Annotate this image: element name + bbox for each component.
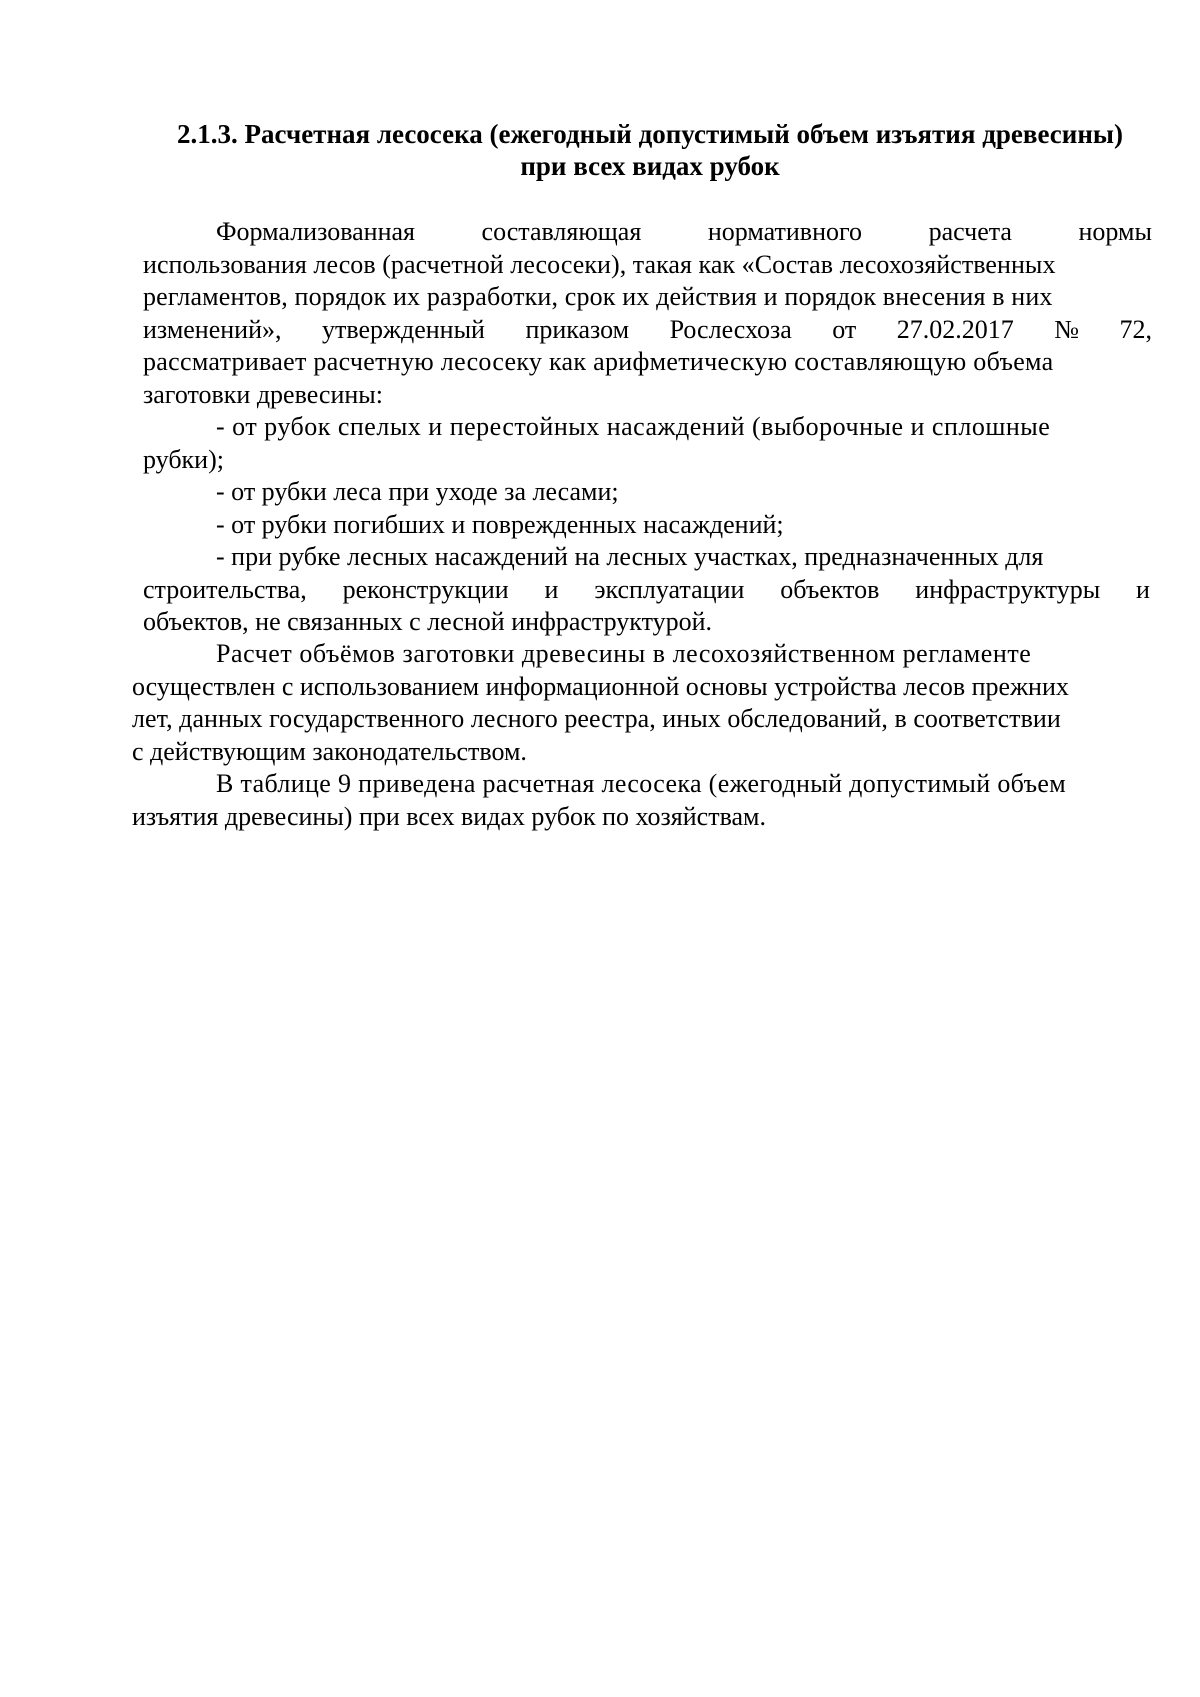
word: инфраструктуры [915,574,1101,604]
paragraph-1-line-1 [143,216,1152,249]
word: составляющая [481,217,642,246]
section-heading [130,118,1170,182]
bullet-4-line-1: - при рубке лесных насаждений на лесных участках, предназначенных для [216,542,1044,571]
paragraph-1 [143,216,1152,411]
word: 27.02.2017 [896,314,1014,344]
word: приказом [525,314,630,344]
paragraph-3-line-1: В таблице 9 приведена расчетная лесосека (ежегодный допустимый объем [216,769,1067,798]
word: нормы [1078,217,1152,246]
bullet-3: - от рубки погибших и поврежденных насаждений; [216,509,784,539]
word: изменений», [143,314,282,344]
heading-line-2: при всех видах рубок [520,151,780,181]
word: и [1136,574,1150,604]
paragraph-2-line-1: Расчет объёмов заготовки древесины в лесохозяйственном регламенте [216,639,1032,668]
paragraph-1-line-2: использования лесов (расчетной лесосеки), такая как «Состав лесохозяйственных [143,249,1056,279]
word: реконструкции [342,574,509,604]
paragraph-1-line-5: рассматривает расчетную лесосеку как арифметическую составляющую объема [143,347,1054,376]
paragraph-1-line-3: регламентов, порядок их разработки, срок их действия и порядок внесения в них [143,282,1053,311]
bullet-list [143,411,1163,639]
bullet-4-line-3: объектов, не связанных с лесной инфраструктурой. [143,607,713,636]
word: № [1054,314,1080,344]
word: Рослесхоза [669,314,792,344]
word: нормативного [707,217,863,246]
word: и [544,574,559,604]
word: объектов [780,574,880,604]
word: 72, [1119,314,1152,344]
paragraph-2-line-4: с действующим законодательством. [132,736,527,766]
paragraph-1-line-4 [143,314,1152,347]
paragraph-2 [132,638,1165,768]
word: расчета [928,217,1012,246]
bullet-2: - от рубки леса при уходе за лесами; [216,477,619,506]
bullet-4-line-2 [143,574,1150,607]
paragraph-3-line-2: изъятия древесины) при всех видах рубок по хозяйствам. [132,801,766,831]
paragraph-2-line-2: осуществлен с использованием информационной основы устройства лесов прежних [132,671,1069,701]
bullet-1-line-2: рубки); [143,444,224,474]
paragraph-1-line-6: заготовки древесины: [143,379,383,409]
paragraph-3 [132,768,1165,833]
word: утвержденный [321,314,485,344]
word: от [832,314,857,344]
paragraph-2-line-3: лет, данных государственного лесного реестра, иных обследований, в соответствии [132,704,1061,733]
word: Формализованная [216,217,415,246]
heading-line-1: 2.1.3. Расчетная лесосека (ежегодный допустимый объем изъятия древесины) [177,119,1123,149]
word: строительства, [143,574,307,604]
word: эксплуатации [594,574,745,604]
bullet-1-line-1: - от рубок спелых и перестойных насаждений (выборочные и сплошные [216,412,1051,441]
